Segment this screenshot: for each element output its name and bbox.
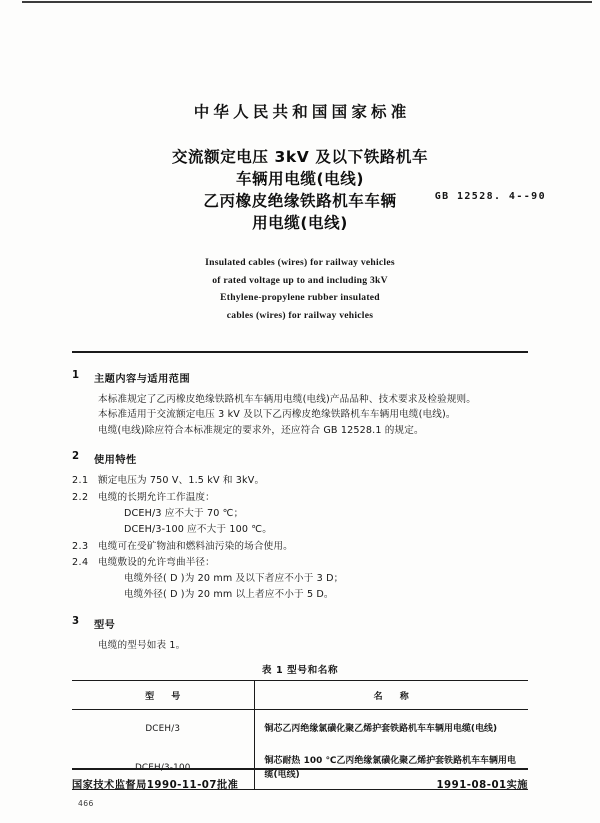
footer-row [72,776,528,791]
title-line-3: 乙丙橡皮绝缘铁路机车车辆 [203,192,397,210]
section-3-paragraph: 电缆的型号如表 1。 [98,639,186,651]
english-title-line-3: Ethylene-propylene rubber insulated [220,292,380,303]
clause-2-2-subline-2: DCEH/3-100 应不大于 100 ℃。 [124,523,272,535]
clause-2-1-text: 额定电压为 750 V、1.5 kV 和 3kV。 [98,475,265,487]
body-area [72,370,528,791]
english-title-block [72,254,528,324]
clause-2-3-text: 电缆可在受矿物油和燃料油污染的场合使用。 [98,540,293,552]
title-block [72,146,546,234]
page-footer [72,768,528,791]
clause-2-1 [72,473,528,489]
section-heading-2 [72,451,528,466]
clause-2-2-subline-1: DCEH/3 应不大于 70 ℃； [124,507,244,519]
clause-2-4-subline-1: 电缆外径( D )为 20 mm 及以下者应不小于 3 D； [124,573,344,585]
footer-divider-rule [72,768,528,770]
page-content [72,0,546,790]
section-1-paragraph-3: 电缆(电线)除应符合本标准规定的要求外，还应符合 GB 12528.1 的规定。 [98,424,424,436]
section-3-number: 3 [72,615,80,627]
section-heading-3 [72,616,528,631]
national-standard-header: 中华人民共和国国家标准 [193,103,411,121]
footer-approval-text: 国家技术监督局1990-11-07批准 [72,779,239,791]
english-title-line-2: of rated voltage up to and including 3kV [212,274,388,286]
table-cell-model-1: DCEH/3 [72,710,254,748]
clause-2-4-subline-2: 电缆外径( D )为 20 mm 以上者应不小于 5 D。 [124,588,334,600]
clause-2-2 [72,490,528,506]
table-cell-name-1: 铜芯乙丙绝缘氯磺化聚乙烯护套铁路机车车辆用电缆(电线) [264,723,498,734]
english-title-line-1: Insulated cables (wires) for railway vehicles [205,257,395,268]
table-header-row [72,681,528,710]
section-3-title: 型号 [94,619,116,631]
header-divider-rule [72,351,528,353]
clause-2-3-number: 2.3 [72,540,89,552]
title-line-4: 用电缆(电线) [252,214,348,232]
section-1-title: 主题内容与适用范围 [94,373,191,385]
title-line-1: 交流额定电压 3kV 及以下铁路机车 [171,148,429,166]
clause-2-3 [72,539,528,555]
table-1-caption: 表 1 型号和名称 [261,665,339,677]
section-2-number: 2 [72,451,80,463]
table-row [72,710,528,748]
table-header-model: 型 号 [72,681,254,710]
title-line-2: 车辆用电缆(电线) [235,170,365,188]
clause-2-4 [72,555,528,571]
clause-2-2-text: 电缆的长期允许工作温度： [98,492,215,504]
footer-implementation-text: 1991-08-01实施 [436,779,528,791]
clause-2-2-number: 2.2 [72,492,89,504]
page-number: 466 [78,799,94,808]
section-1-paragraph-1: 本标准规定了乙丙橡皮绝缘铁路机车车辆用电缆(电线)产品品种、技术要求及检验规则。 [98,393,477,405]
table-header-name: 名 称 [254,681,528,710]
table-cell-name-2: 铜芯耐热 100 ℃乙丙绝缘氯磺化聚乙烯护套铁路机车车辆用电缆(电线) [254,747,528,790]
clause-2-1-number: 2.1 [72,475,89,487]
masthead [72,0,546,324]
english-title-line-4: cables (wires) for railway vehicles [226,309,374,321]
section-1-number: 1 [72,369,80,381]
clause-2-4-number: 2.4 [72,557,89,569]
section-1-paragraph-2: 本标准适用于交流额定电压 3 kV 及以下乙丙橡皮绝缘铁路机车车辆用电缆(电线)。 [98,409,456,421]
section-2-title: 使用特性 [94,455,137,467]
clause-2-4-text: 电缆敷设的允许弯曲半径： [98,557,215,569]
standard-number: GB 12528. 4--90 [434,191,546,202]
section-heading-1 [72,370,528,385]
